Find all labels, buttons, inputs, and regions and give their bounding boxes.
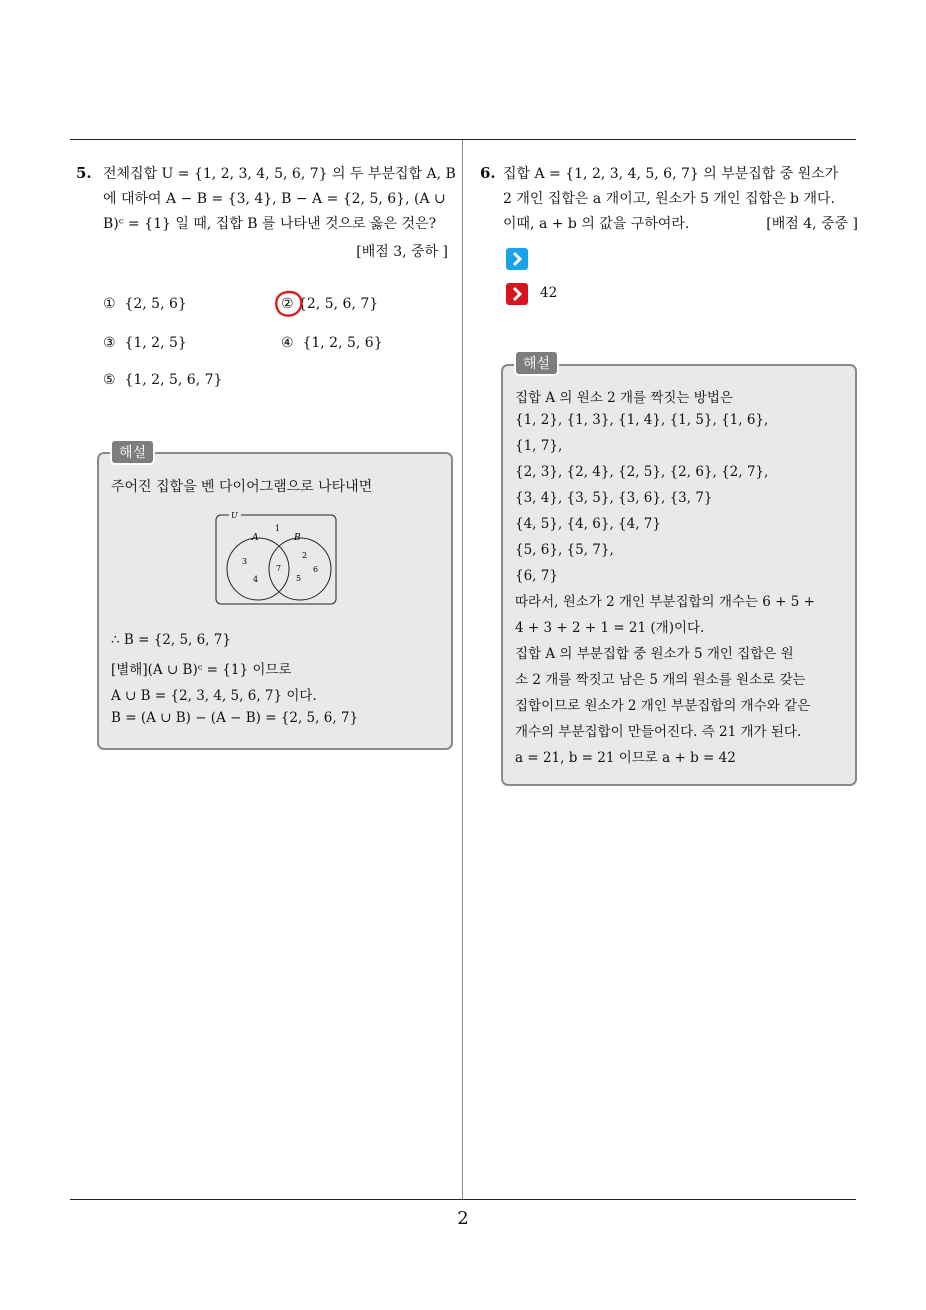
- option-text: {1, 2, 5, 6, 7}: [124, 372, 223, 388]
- venn-element: 1: [275, 524, 281, 533]
- venn-element: 6: [313, 565, 319, 574]
- venn-element: 2: [302, 551, 308, 560]
- venn-label-u: U: [231, 512, 238, 520]
- venn-label-a: A: [252, 533, 259, 543]
- bottom-rule: [70, 1199, 856, 1200]
- score-label: [배점 4, 중중 ]: [766, 216, 858, 232]
- explanation-line: a = 21, b = 21 이므로 a + b = 42: [515, 750, 736, 766]
- explanation-line: 소 2 개를 짝짓고 남은 5 개의 원소를 원소로 갖는: [515, 672, 806, 688]
- venn-diagram: [215, 512, 337, 606]
- question-line: 전체집합 U = {1, 2, 3, 4, 5, 6, 7} 의 두 부분집합 A, B: [103, 166, 456, 182]
- explanation-box: [97, 452, 453, 750]
- explanation-line: A ∪ B = {2, 3, 4, 5, 6, 7} 이다.: [111, 688, 317, 704]
- venn-element: 5: [296, 574, 302, 583]
- explanation-line: 4 + 3 + 2 + 1 = 21 (개)이다.: [515, 620, 705, 636]
- explanation-line: 따라서, 원소가 2 개인 부분집합의 개수는 6 + 5 +: [515, 594, 815, 610]
- option-5[interactable]: [103, 372, 222, 388]
- explanation-line: {1, 2}, {1, 3}, {1, 4}, {1, 5}, {1, 6},: [515, 412, 769, 428]
- answer-value: 42: [540, 285, 558, 301]
- option-text: {2, 5, 6, 7}: [298, 296, 379, 312]
- question-line: 에 대하여 A − B = {3, 4}, B − A = {2, 5, 6}, (A ∪: [103, 191, 446, 207]
- explanation-line: 개수의 부분집합이 만들어진다. 즉 21 개가 된다.: [515, 724, 802, 740]
- explanation-tag: 해설: [514, 350, 559, 376]
- explanation-tag: 해설: [110, 439, 155, 465]
- question-number: 5.: [76, 164, 92, 182]
- chevron-right-icon: [506, 248, 528, 270]
- option-mark: ⑤: [103, 372, 116, 388]
- option-text: {1, 2, 5, 6}: [302, 335, 383, 351]
- question-line: 집합 A = {1, 2, 3, 4, 5, 6, 7} 의 부분집합 중 원소가: [503, 166, 839, 182]
- explanation-line: [별해](A ∪ B)ᶜ = {1} 이므로: [111, 662, 292, 678]
- explanation-line: 집합 A 의 부분집합 중 원소가 5 개인 집합은 원: [515, 646, 794, 662]
- option-4[interactable]: [281, 335, 383, 351]
- option-mark: ①: [103, 296, 116, 312]
- explanation-line: {5, 6}, {5, 7},: [515, 542, 614, 558]
- top-rule: [70, 139, 856, 140]
- explanation-line: B = (A ∪ B) − (A − B) = {2, 5, 6, 7}: [111, 710, 359, 726]
- option-text: {1, 2, 5}: [124, 335, 187, 351]
- explanation-line: {1, 7},: [515, 438, 563, 454]
- explanation-line: ∴ B = {2, 5, 6, 7}: [111, 632, 231, 648]
- explanation-box: [501, 364, 857, 786]
- option-1[interactable]: [103, 296, 187, 312]
- option-mark: ③: [103, 335, 116, 351]
- selected-answer-circle: [273, 289, 305, 319]
- show-answer-button[interactable]: [506, 283, 528, 305]
- question-number: 6.: [480, 164, 496, 182]
- venn-label-b: B: [294, 533, 301, 543]
- venn-element: 4: [253, 575, 259, 584]
- score-label: [배점 3, 중하 ]: [356, 244, 448, 260]
- question-line: 이때, a + b 의 값을 구하여라.: [503, 216, 690, 232]
- option-text: {2, 5, 6}: [124, 296, 187, 312]
- column-divider: [462, 140, 463, 1200]
- explanation-line: {3, 4}, {3, 5}, {3, 6}, {3, 7}: [515, 490, 713, 506]
- option-3[interactable]: [103, 335, 187, 351]
- venn-element: 3: [242, 557, 248, 566]
- question-text: [103, 162, 459, 237]
- explanation-line: {2, 3}, {2, 4}, {2, 5}, {2, 6}, {2, 7},: [515, 464, 769, 480]
- option-mark: ②: [281, 296, 294, 312]
- option-mark: ④: [281, 335, 294, 351]
- explanation-line: {4, 5}, {4, 6}, {4, 7}: [515, 516, 661, 532]
- page-number: 2: [457, 1208, 469, 1229]
- question-line: 2 개인 집합은 a 개이고, 원소가 5 개인 집합은 b 개다.: [503, 191, 835, 207]
- explanation-line: 집합 A 의 원소 2 개를 짝짓는 방법은: [515, 390, 733, 406]
- explanation-line: 집합이므로 원소가 2 개인 부분집합의 개수와 같은: [515, 698, 811, 714]
- venn-element: 7: [276, 564, 282, 573]
- question-line: B)ᶜ = {1} 일 때, 집합 B 를 나타낸 것으로 옳은 것은?: [103, 216, 437, 232]
- explanation-line: {6, 7}: [515, 568, 558, 584]
- show-hint-button[interactable]: [506, 248, 528, 270]
- explanation-intro: 주어진 집합을 벤 다이어그램으로 나타내면: [111, 479, 373, 495]
- chevron-right-icon: [506, 283, 528, 305]
